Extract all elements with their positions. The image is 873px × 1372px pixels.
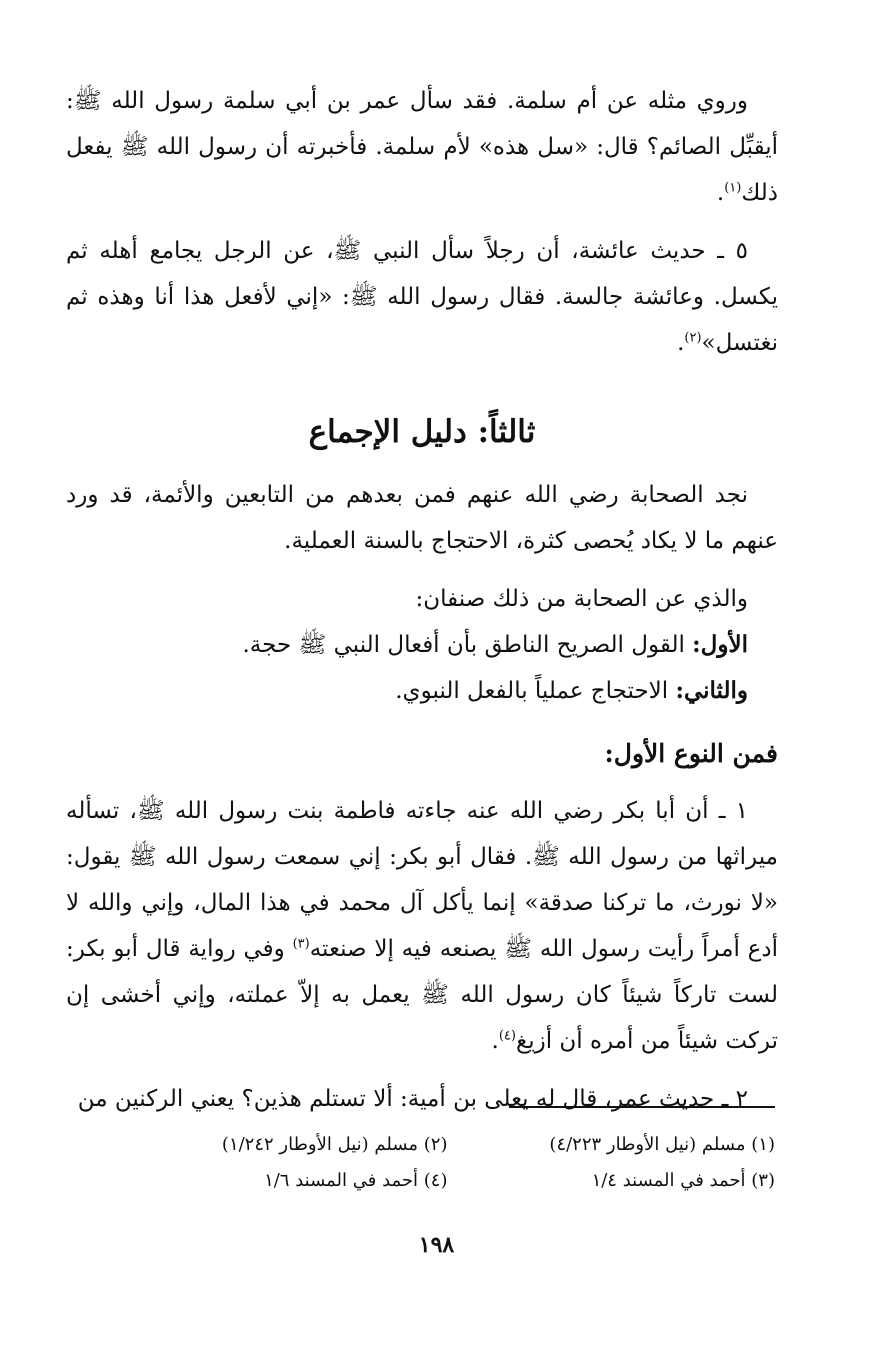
paragraph-text: ١ ـ أن أبا بكر رضي الله عنه جاءته فاطمة بنت رسول الله ﷺ، تسأله ميراثها من رسول الله ﷺ. فقال أبو بكر: إني سمعت رسول الله ﷺ يقول: «لا نورث، ما تركنا صدقة» إنما يأكل آل محمد في هذا المال، وإني والله لا أدع أمراً رأيت رسول الله ﷺ يصنعه فيه إلا صنعته: [66, 798, 778, 962]
footnote-ref-4: (٤): [498, 1028, 516, 1044]
list-item-label: الأول:: [692, 631, 748, 658]
footnote-ref-2: (٢): [684, 330, 702, 346]
paragraph-text: وروي مثله عن أم سلمة. فقد سأل عمر بن أبي سلمة رسول الله ﷺ: أيقبِّل الصائم؟ قال: «سل هذه» لأم سلمة. فأخبرته أن رسول الله ﷺ يفعل ذلك: [66, 88, 778, 206]
paragraph-two-kinds: والذي عن الصحابة من ذلك صنفان:: [415, 586, 748, 612]
footnote-2: (٢) مسلم (نيل الأوطار ١/٢٤٢): [221, 1134, 448, 1155]
footnote-4: (٤) أحمد في المسند ١/٦: [264, 1170, 448, 1191]
footnote-3: (٣) أحمد في المسند ١/٤: [591, 1170, 775, 1191]
list-item-label: والثاني:: [675, 677, 748, 704]
paragraph-text: ٥ ـ حديث عائشة، أن رجلاً سأل النبي ﷺ، عن الرجل يجامع أهله ثم يكسل. وعائشة جالسة. فقال رسول الله ﷺ: «إني لأفعل هذا أنا وهذه ثم نغتسل»: [66, 238, 778, 356]
paragraph-hadith-aisha: ٥ ـ حديث عائشة، أن رجلاً سأل النبي ﷺ، عن الرجل يجامع أهله ثم يكسل. وعائشة جالسة. فقال رسول الله ﷺ: «إني لأفعل هذا أنا وهذه ثم نغتسل»$^{(٢)}$.: [66, 238, 778, 356]
footnote-1: (١) مسلم (نيل الأوطار ٤/٢٢٣): [549, 1134, 775, 1155]
section-heading: ثالثاً: دليل الإجماع: [308, 414, 536, 450]
paragraph-hadith-umar: ٢ ـ حديث عمر، قال له يعلى بن أمية: ألا تستلم هذين؟ يعني الركنين من: [77, 1086, 748, 1112]
list-item-second: [66, 668, 778, 714]
footnote-divider: [509, 1106, 775, 1108]
footnotes: [140, 1130, 775, 1196]
paragraph-umm-salama: وروي مثله عن أم سلمة. فقد سأل عمر بن أبي سلمة رسول الله ﷺ: أيقبِّل الصائم؟ قال: «سل هذه» لأم سلمة. فأخبرته أن رسول الله ﷺ يفعل ذلك$^{(١)}$.: [66, 88, 778, 206]
paragraph-consensus: نجد الصحابة رضي الله عنهم فمن بعدهم من التابعين والأئمة، قد ورد عنهم ما لا يكاد يُحصى كثرة، الاحتجاج بالسنة العملية.: [66, 482, 778, 554]
footnote-ref-1: (١): [724, 180, 742, 196]
footnote-ref-3: (٣): [292, 936, 310, 952]
list-item-first: [66, 622, 778, 668]
page-body: [66, 78, 778, 1122]
page-number: ١٩٨: [418, 1232, 455, 1258]
list-item-text: الاحتجاج عملياً بالفعل النبوي.: [395, 678, 676, 704]
paragraph-abu-bakr: ١ ـ أن أبا بكر رضي الله عنه جاءته فاطمة بنت رسول الله ﷺ، تسأله ميراثها من رسول الله ﷺ. فقال أبو بكر: إني سمعت رسول الله ﷺ يقول: «لا نورث، ما تركنا صدقة» إنما يأكل آل محمد في هذا المال، وإني والله لا أدع أمراً رأيت رسول الله ﷺ يصنعه فيه إلا صنعته$^{(٣)}$ وفي رواية قال أبو بكر: لست تاركاً شيئاً كان رسول الله ﷺ يعمل به إلاّ عملته، وإني أخشى إن تركت شيئاً من أمره أن أزيغ$^{(٤)}$.: [66, 798, 778, 1054]
subsection-heading: فمن النوع الأول:: [604, 739, 778, 768]
list-item-text: القول الصريح الناطق بأن أفعال النبي ﷺ حجة.: [242, 632, 693, 658]
paragraph-text: وفي رواية قال أبو بكر: لست تاركاً شيئاً كان رسول الله ﷺ يعمل به إلاّ عملته، وإني أخشى إن تركت شيئاً من أمره أن أزيغ: [66, 936, 778, 1054]
